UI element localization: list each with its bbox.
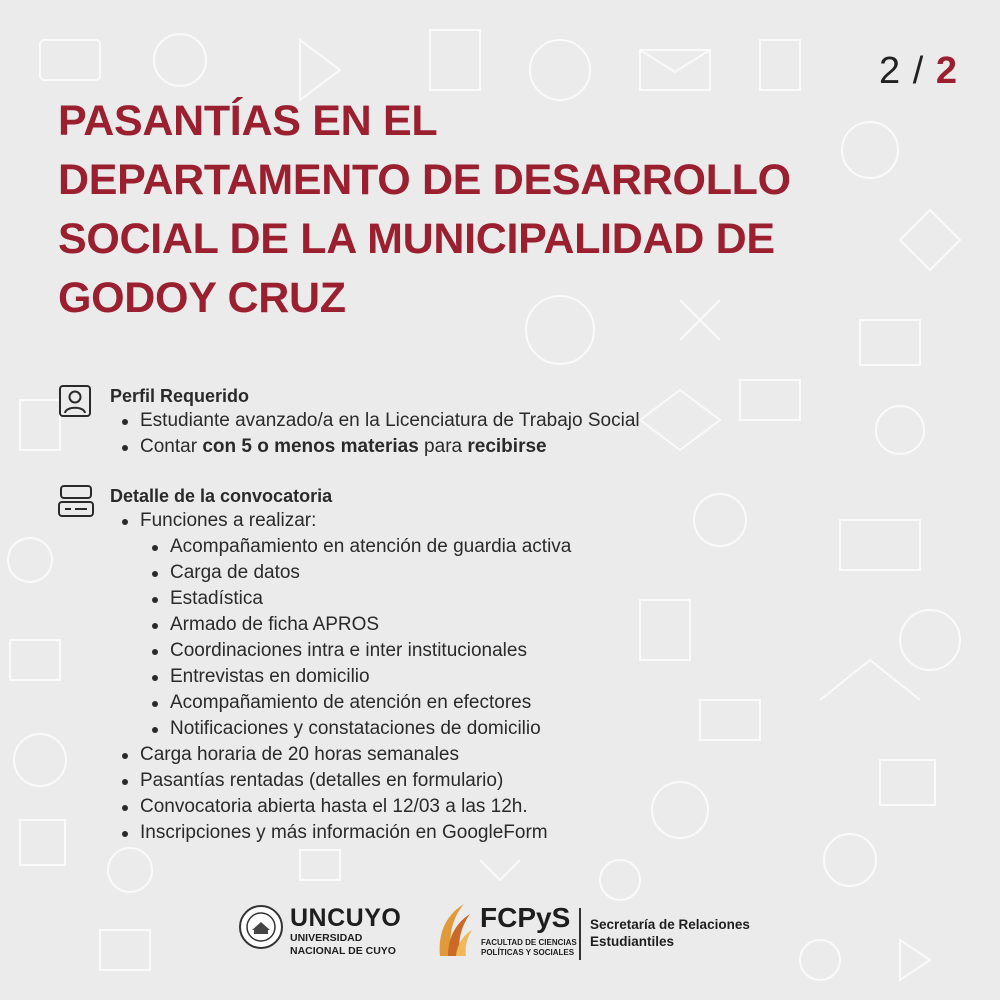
list-item: Estadística (58, 586, 878, 612)
perfil-item-2-a: Contar (140, 436, 203, 457)
secretaria-line1: Secretaría de Relaciones (590, 917, 750, 932)
page-indicator (879, 50, 958, 93)
list-item: Acompañamiento de atención en efectores (58, 690, 878, 716)
perfil-heading: Perfil Requerido (110, 386, 250, 406)
list-item (58, 434, 878, 460)
fcpys-name: FCPyS (480, 902, 571, 933)
page-current: 2 (879, 50, 902, 92)
page-total: 2 (935, 50, 958, 92)
perfil-item-1: Estudiante avanzado/a en la Licenciatura de Trabajo Social (140, 410, 640, 431)
list-item: Convocatoria abierta hasta el 12/03 a las 12h. (58, 794, 878, 820)
footer-divider (579, 908, 581, 960)
detalle-list (58, 508, 878, 846)
perfil-section (58, 384, 878, 460)
fcpys-logo-mark (434, 902, 474, 958)
list-item: Armado de ficha APROS (58, 612, 878, 638)
page-title (58, 92, 858, 328)
list-item: Acompañamiento en atención de guardia activa (58, 534, 878, 560)
perfil-list (58, 408, 878, 460)
funciones-sublist-container (58, 534, 878, 742)
list-item: Carga de datos (58, 560, 878, 586)
secretaria-line2: Estudiantiles (590, 934, 675, 949)
title-line-2: DEPARTAMENTO DE DESARROLLO (58, 156, 791, 204)
uncuyo-sub2: NACIONAL DE CUYO (290, 945, 396, 957)
title-line-4: GODOY CRUZ (58, 274, 346, 322)
page-separator: / (912, 50, 925, 92)
perfil-item-2-d: recibirse (467, 436, 547, 457)
perfil-item-2-b: con 5 o menos materias (202, 436, 419, 457)
uncuyo-sub1: UNIVERSIDAD (290, 932, 363, 944)
perfil-item-2-c: para (418, 436, 468, 457)
uncuyo-name: UNCUYO (290, 904, 402, 932)
fcpys-sub2: POLÍTICAS Y SOCIALES (481, 948, 575, 957)
funciones-list (58, 534, 878, 742)
title-line-1: PASANTÍAS EN EL (58, 97, 438, 145)
detalle-section (58, 484, 878, 846)
list-item (58, 508, 878, 534)
list-item: Coordinaciones intra e inter institucionales (58, 638, 878, 664)
title-line-3: SOCIAL DE LA MUNICIPALIDAD DE (58, 215, 775, 263)
funciones-label: Funciones a realizar: (140, 510, 317, 531)
list-item: Notificaciones y constataciones de domicilio (58, 716, 878, 742)
list-item (58, 408, 878, 434)
list-item: Carga horaria de 20 horas semanales (58, 742, 878, 768)
detalle-heading: Detalle de la convocatoria (110, 486, 333, 506)
list-item: Entrevistas en domicilio (58, 664, 878, 690)
list-item: Pasantías rentadas (detalles en formulario) (58, 768, 878, 794)
uncuyo-seal-logo (238, 904, 284, 950)
footer-logos (0, 898, 1000, 968)
list-item: Inscripciones y más información en GoogleForm (58, 820, 878, 846)
fcpys-sub1: FACULTAD DE CIENCIAS (481, 938, 577, 947)
